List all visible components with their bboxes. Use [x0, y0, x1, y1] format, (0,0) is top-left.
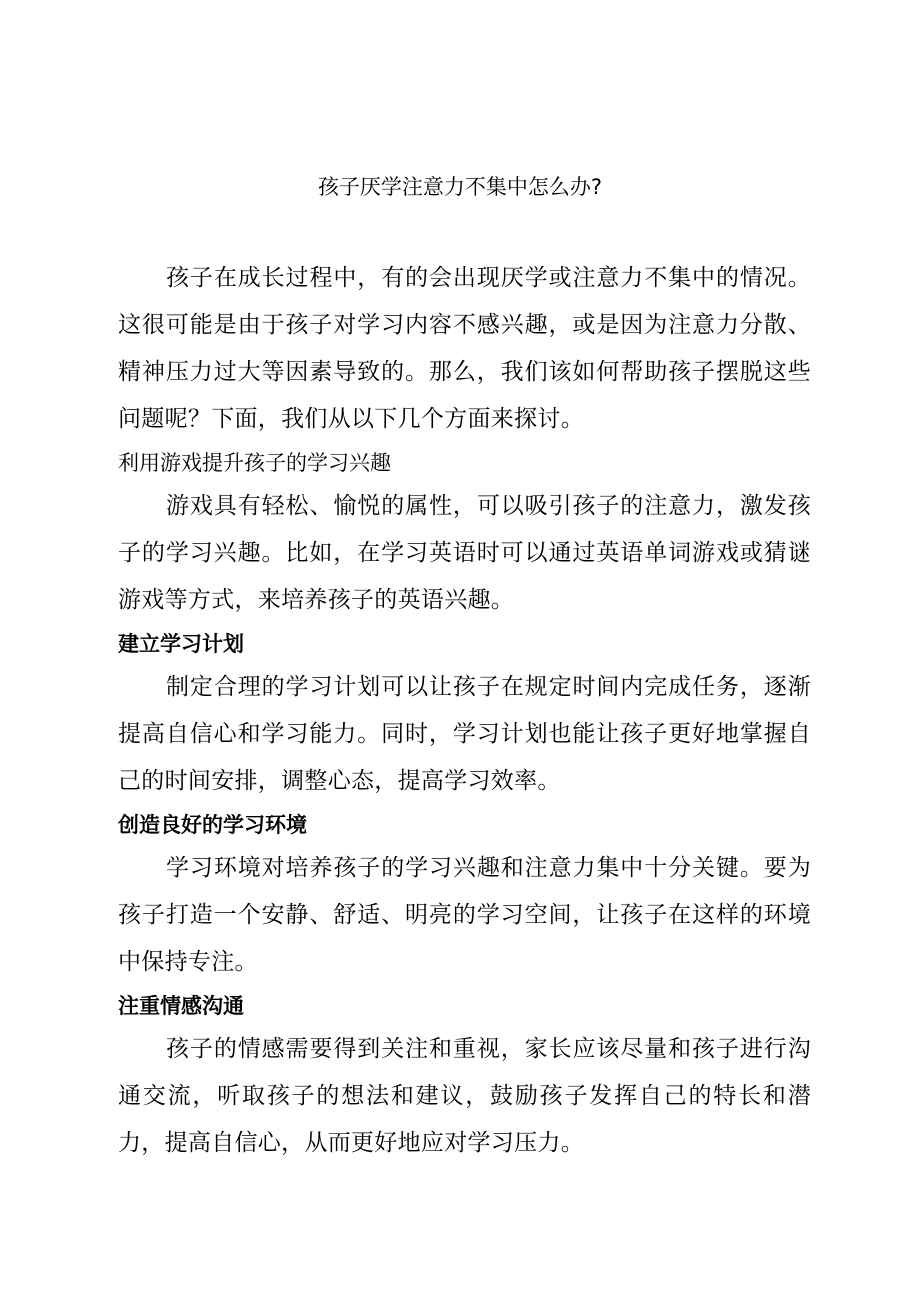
section-heading-communication: 注重情感沟通 [118, 994, 244, 1018]
section-body-games: 游戏具有轻松、愉悦的属性，可以吸引孩子的注意力，激发孩子的学习兴趣。比如，在学习英语时可以通过英语单词游戏或猜谜游戏等方式，来培养孩子的英语兴趣。 [118, 493, 811, 613]
intro-paragraph: 孩子在成长过程中，有的会出现厌学或注意力不集中的情况。这很可能是由于孩子对学习内容不感兴趣，或是因为注意力分散、精神压力过大等因素导致的。那么，我们该如何帮助孩子摆脱这些问题呢？下面，我们从以下几个方面来探讨。 [118, 265, 811, 432]
section-body-study-plan: 制定合理的学习计划可以让孩子在规定时间内完成任务，逐渐提高自信心和学习能力。同时，学习计划也能让孩子更好地掌握自己的时间安排，调整心态，提高学习效率。 [118, 674, 811, 794]
section-heading-study-plan: 建立学习计划 [118, 632, 244, 656]
document-title: 孩子厌学注意力不集中怎么办? [317, 175, 603, 199]
section-heading-environment: 创造良好的学习环境 [118, 813, 307, 837]
section-heading-games: 利用游戏提升孩子的学习兴趣 [118, 451, 391, 475]
section-body-communication: 孩子的情感需要得到关注和重视，家长应该尽量和孩子进行沟通交流，听取孩子的想法和建议，鼓励孩子发挥自己的特长和潜力，提高自信心，从而更好地应对学习压力。 [118, 1036, 811, 1156]
document-body [118, 255, 811, 1167]
section-body-environment: 学习环境对培养孩子的学习兴趣和注意力集中十分关键。要为孩子打造一个安静、舒适、明亮的学习空间，让孩子在这样的环境中保持专注。 [118, 855, 811, 975]
